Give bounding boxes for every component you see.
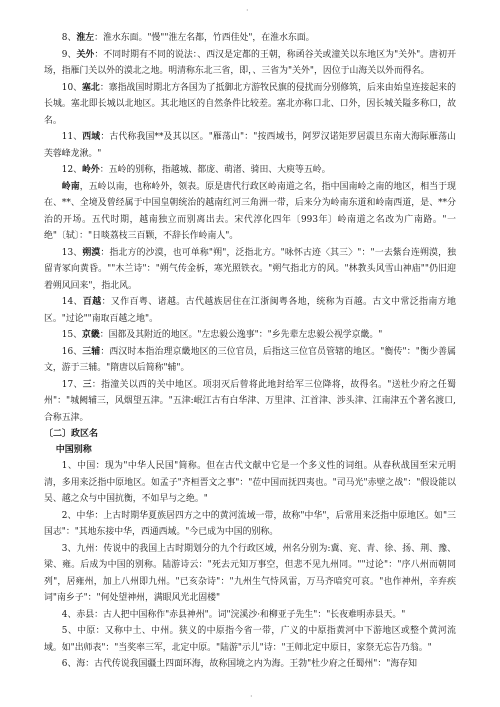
entry-number: 10、	[61, 82, 83, 93]
entry-number: 3、	[61, 543, 77, 554]
entry-text: 赤县：古人把中国称作"赤县神州"。词"浣溪沙·和柳亚子先生"："长夜难明赤县天。"	[76, 609, 406, 620]
entry-number: 17、	[61, 379, 83, 390]
entry-text: ：西汉时本指治理京畿地区的三位官员，后指这三位官员管辖的地区。"衡传"："衡少善属文，游于三辅。"隋唐以后简称"辅"。	[44, 346, 457, 373]
entry-paragraph	[44, 129, 456, 162]
subsection-heading: 中国别称	[55, 445, 92, 455]
entry-paragraph	[44, 541, 456, 607]
entry-number: 4、	[61, 609, 77, 620]
entry-term: 百越	[82, 297, 102, 307]
entry-paragraph	[44, 458, 456, 508]
entry-term: 西域	[82, 132, 101, 142]
entry-text: 中华：上古时期华夏族居四方之中的黄河流域一带，故称"中华"，后常用来泛指中原地区。如"三国志"："其地东接中华，西通西域。"今已成为中国的别称。	[44, 510, 456, 537]
entry-paragraph	[44, 294, 456, 327]
entry-paragraph	[44, 377, 456, 427]
entry-paragraph	[44, 508, 456, 541]
section-heading: 〔二〕政区名	[44, 429, 99, 439]
entry-term: 三辅	[82, 346, 101, 357]
entry-paragraph	[44, 327, 456, 344]
entry-text: ：古代称我国**及其以区。"雁荡山"："按西域书，阿罗汉诺矩罗居震旦东南大海际雁荡山芙蓉峰龙湫。"	[44, 132, 457, 159]
entry-text: ：寨指战国时期北方各国为了抵御北方游牧民旗的侵扰而分别修筑，后来由始皇连接起来的长城。塞北即长城以北地区。其北地区的自然条件比较差。塞北亦称口北、口外，因长城关隘多称口，故名。	[44, 82, 457, 126]
entry-text: ：指潼关以西的关中地区。项羽灭后曾将此地封给军三位降将，故得名。"送杜少府之任蜀州"："城阙辅三，风烟望五津。"五津:岷江古有白华津、万里津、江首津、涉头津、江南津五个著名渡口,合称五津。	[44, 379, 457, 423]
entry-text: ：淮水东面。"慢""淮左名都，竹西佳处"，在淮水东面。	[94, 33, 315, 43]
entry-paragraph	[44, 607, 456, 624]
entry-number: 5、	[61, 626, 78, 636]
entry-text: 海：古代传说我国疆土四面环海，故称国境之内为海。王勃"杜少府之任蜀州"："海存知	[76, 659, 417, 669]
entry-number: 16、	[61, 346, 83, 357]
entry-term: 塞北	[82, 82, 100, 93]
entry-paragraph	[44, 344, 456, 377]
entry-paragraph	[44, 179, 456, 245]
entry-term: 关外	[76, 49, 95, 60]
entry-number: 15、	[61, 330, 82, 340]
entry-number: 14、	[61, 297, 83, 307]
entry-paragraph	[44, 162, 456, 179]
entry-text: ：指北方的沙漠，也可单称"朔"，泛指北方。"咏怀古迹〈其三〉"："一去紫台连朔漠，独留青冢向黄昏。""木兰诗"："朔气传金柝，寒光照铁衣。"朔气指北方的风。"林教头风雪山神庙""仍旧迎着朔风回来"，指北风。	[44, 247, 457, 291]
entry-paragraph	[44, 245, 456, 295]
document-body	[44, 30, 456, 673]
entry-paragraph	[44, 623, 456, 656]
entry-text: ：国都及其附近的地区。"左忠毅公逸事"："乡先辈左忠毅公视学京畿。"	[99, 330, 383, 340]
entry-term: 京畿	[81, 330, 100, 340]
entry-number: 2、	[61, 510, 77, 521]
entry-text: ，五岭以南，也称岭外，领表。原是唐代行政区岭南道之名，指中国南岭之南的地区，相当于现在、**、全境及曾经属于中国皇朝统治的越南红河三角洲一带，后来分为岭南东道和岭南西道，是、**分治的开场。五代时期，越南独立而别离出去。宋代淳化四年〔993年〕岭南道之名改为广南路。"一绝"〔轼〕："日啖荔枝三百颗，不辞长作岭南人"。	[44, 181, 457, 241]
entry-number: 11、	[61, 132, 83, 142]
entry-paragraph	[44, 656, 456, 673]
entry-paragraph	[44, 30, 456, 47]
entry-paragraph	[44, 80, 456, 130]
entry-number: 12、	[61, 165, 82, 175]
entry-term: 朔漠	[82, 247, 101, 258]
entry-text: 九州：传说中的我国上古时期划分的九个行政区域，州名分别为:冀、兖、青、徐、扬、荆、豫、梁、雍。后成为中国的别称。陆游诗云："死去元知万事空，但悲不见九州同。""过论"："序八州而朝同列"，居雍州，加上八州即九州。"已亥杂诗"："九州生气恃风雷，万马齐喑究可哀。"也作神州，辛弃疾词"南乡子"："何处望神州，满眼风光北固楼"	[44, 543, 456, 603]
page-bottom-mark: ·	[250, 692, 253, 701]
entry-text: ：五岭的别称，指越城、都庞、萌渚、骑田、大庾等五岭。	[99, 165, 331, 175]
entry-number: 6、	[61, 659, 77, 669]
entry-number: 8、	[61, 33, 77, 43]
entry-paragraph	[44, 47, 456, 80]
entry-term: 淮左	[76, 33, 95, 43]
entry-text: 中国：现为"中华人民国"简称。但在古代文献中它是一个多义性的词组。从春秋战国至宋元明清，多用来泛指中原地区。如孟子"齐桓晋文之事"："莅中国而抚四夷也。"司马光"赤壁之战"："假设能以吴、越之众与中国抗衡，不如早与之绝。"	[44, 461, 456, 504]
entry-term: 岭南	[61, 181, 80, 192]
entry-number: 13、	[61, 247, 83, 258]
entries-region-names	[44, 30, 456, 426]
entry-text: ：不同时期有不同的说法：、西汉是定都的王朝，称函谷关或潼关以东地区为"关外"。唐初开场，指雁门关以外的漠北之地。明清称东北三省，即，、三省为"关外"，因位于山海关以外而得名。	[44, 49, 457, 76]
page-top-mark: ·	[246, 6, 249, 15]
entry-term: 岭外	[81, 165, 100, 175]
entry-number: 9、	[61, 49, 77, 60]
entry-number: 1、	[61, 461, 78, 471]
entries-china-names	[44, 458, 456, 673]
entry-text: 中原：又称中土、中州。狭义的中原指今省一带，广义的中原指黄河中下游地区或整个黄河流域。如"出师表"："当奖率三军，北定中原。"陆游"示儿"诗："王师北定中原日，家祭无忘告乃翁。"	[44, 626, 456, 653]
entry-text: ：又作百粤、诸越。古代越族居住在江浙闽粤各地，统称为百越。古文中常泛指南方地区。"过论""南取百越之地"。	[44, 297, 457, 324]
entry-term: 三	[82, 379, 92, 390]
